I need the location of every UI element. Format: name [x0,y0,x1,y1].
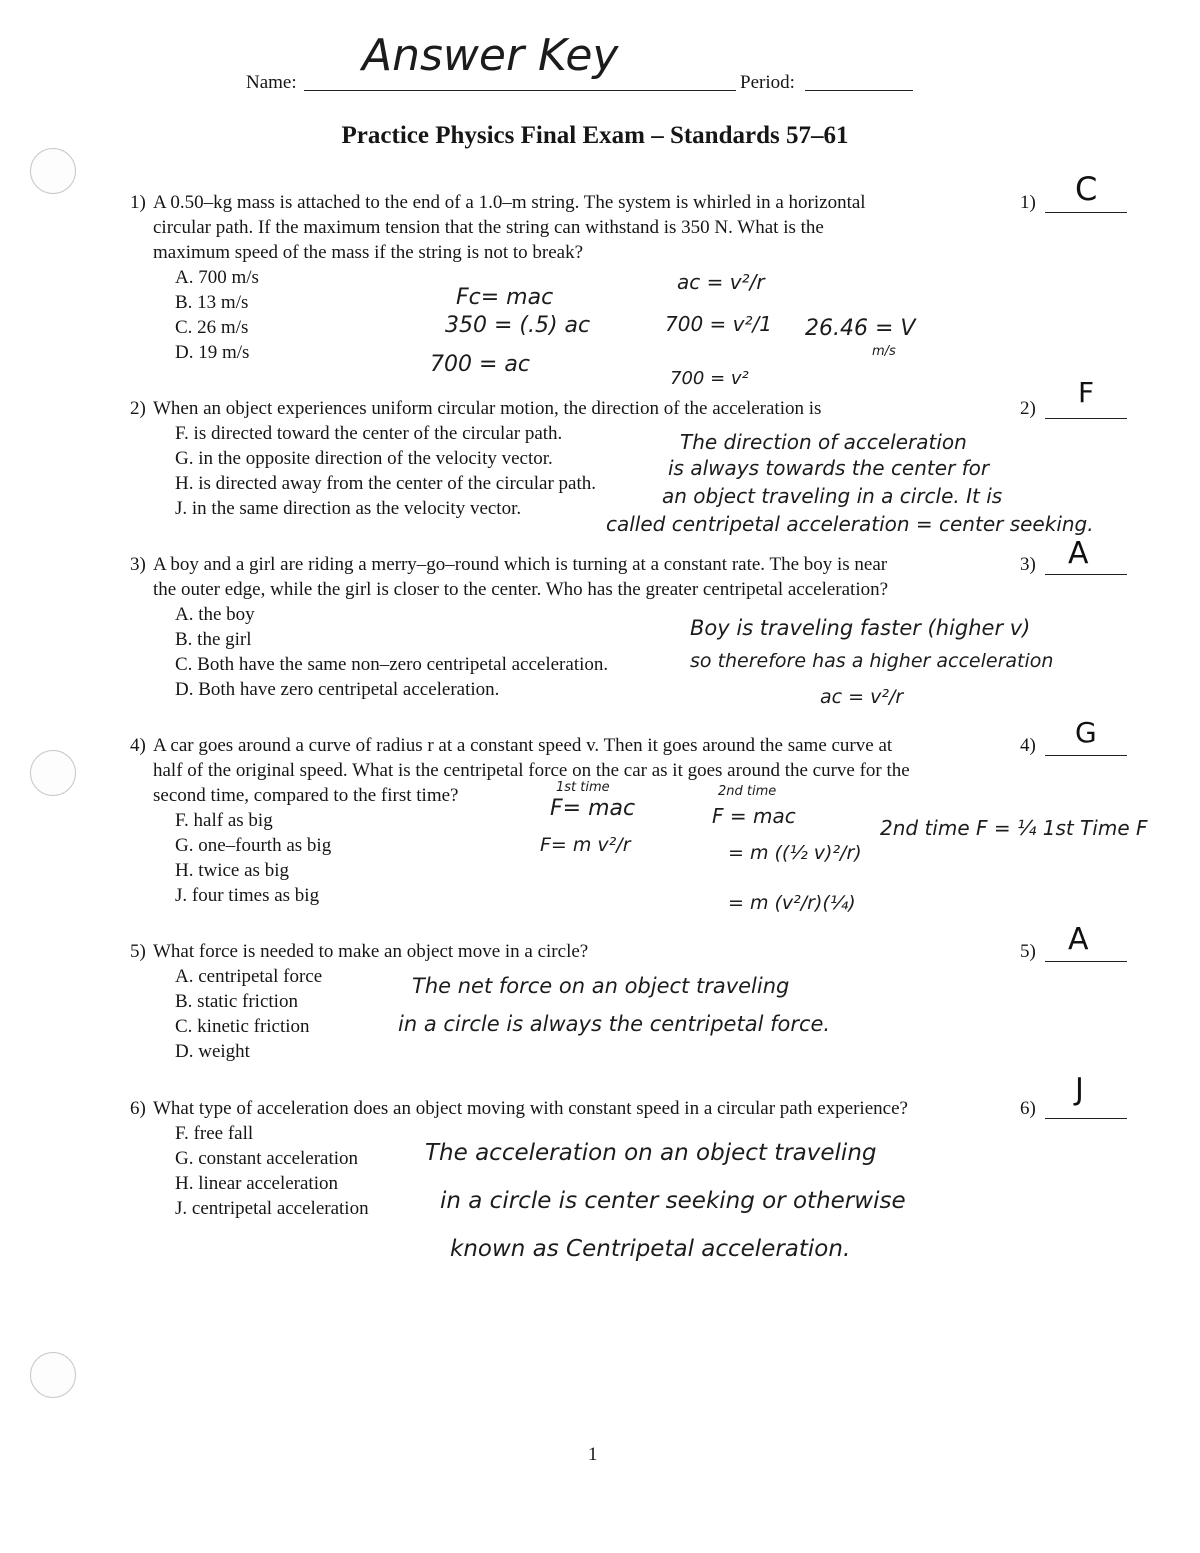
question-number: 4) [130,735,146,756]
name-label: Name: [246,72,297,93]
handwritten-work: 700 = v²/1 [665,312,772,336]
choice-list [175,265,259,365]
choice: A. the boy [175,604,255,625]
choice: C. kinetic friction [175,1016,310,1037]
answer-line [1045,418,1127,419]
question-text: maximum speed of the mass if the string is not to break? [153,242,584,263]
choice: C. Both have the same non–zero centripetal acceleration. [175,654,609,675]
choice: D. weight [175,1041,250,1062]
handwritten-work: is always towards the center for [668,456,990,480]
handwritten-work: ac = v²/r [677,270,765,294]
choice: H. twice as big [175,860,289,881]
handwritten-work: F= m v²/r [540,834,631,856]
answer-number: 1) [1020,192,1036,213]
answer-handwritten: C [1075,170,1098,208]
choice: F. free fall [175,1123,254,1144]
answer-number: 2) [1020,398,1036,419]
answer-handwritten: F [1078,376,1095,409]
choice: A. 700 m/s [175,267,259,288]
answer-line [1045,212,1127,213]
choice: B. 13 m/s [175,292,249,313]
choice: G. constant acceleration [175,1148,359,1169]
handwritten-work: 700 = ac [430,352,530,377]
choice: C. 26 m/s [175,317,249,338]
choice: H. linear acceleration [175,1173,338,1194]
answer-line [1045,1118,1127,1119]
question-text: half of the original speed. What is the centripetal force on the car as it goes around the curve for the [153,760,910,781]
question-text: circular path. If the maximum tension that the string can withstand is 350 N. What is the [153,217,824,238]
punch-hole [30,148,76,194]
handwritten-work: called centripetal acceleration = center seeking. [606,512,1094,536]
handwritten-work: = m (v²/r)(¼) [728,892,856,914]
question-text: What force is needed to make an object move in a circle? [153,941,589,962]
handwritten-work: Fc= mac [456,285,554,310]
handwritten-work: = m ((½ v)²/r) [728,842,862,864]
handwritten-work: in a circle is center seeking or otherwise [440,1188,906,1214]
choice-list [175,1121,369,1221]
choice-list [175,808,331,908]
choice: J. four times as big [175,885,320,906]
question-number: 1) [130,192,146,213]
handwritten-work: The acceleration on an object traveling [425,1140,877,1166]
handwritten-work: in a circle is always the centripetal force. [398,1012,831,1036]
choice: B. static friction [175,991,298,1012]
question-number: 2) [130,398,146,419]
answer-line [1045,961,1127,962]
choice: J. centripetal acceleration [175,1198,369,1219]
answer-number: 4) [1020,735,1036,756]
answer-number: 5) [1020,941,1036,962]
question-text: A car goes around a curve of radius r at a constant speed v. Then it goes around the same curve at [153,735,893,756]
period-label: Period: [740,72,795,93]
choice: D. Both have zero centripetal acceleration. [175,679,500,700]
choice: D. 19 m/s [175,342,250,363]
question-number: 5) [130,941,146,962]
handwritten-work: so therefore has a higher acceleration [690,650,1054,672]
choice: A. centripetal force [175,966,323,987]
page-title: Practice Physics Final Exam – Standards 57–61 [341,122,849,149]
question-text: A boy and a girl are riding a merry–go–round which is turning at a constant rate. The boy is near [153,554,888,575]
question-number: 6) [130,1098,146,1119]
question-text: A 0.50–kg mass is attached to the end of a 1.0–m string. The system is whirled in a horizontal [153,192,866,213]
answer-line [1045,574,1127,575]
answer-handwritten: A [1068,922,1089,957]
punch-hole [30,1352,76,1398]
handwritten-work: 2nd time [718,784,777,799]
choice: F. half as big [175,810,273,831]
handwritten-work: 700 = v² [670,368,749,389]
answer-number: 6) [1020,1098,1036,1119]
choice: G. in the opposite direction of the velocity vector. [175,448,553,469]
choice: H. is directed away from the center of the circular path. [175,473,596,494]
question-text: second time, compared to the first time? [153,785,459,806]
choice: B. the girl [175,629,252,650]
choice: F. is directed toward the center of the circular path. [175,423,563,444]
choice: J. in the same direction as the velocity vector. [175,498,522,519]
question-text: the outer edge, while the girl is closer to the center. Who has the greater centripetal acceleration? [153,579,889,600]
period-line [805,90,913,91]
handwritten-work: 1st time [556,780,610,795]
question-text: When an object experiences uniform circular motion, the direction of the acceleration is [153,398,822,419]
choice-list [175,602,608,702]
handwritten-work: F = mac [712,804,796,828]
question-text: What type of acceleration does an object moving with constant speed in a circular path experience? [153,1098,908,1119]
handwritten-work: Boy is traveling faster (higher v) [690,616,1031,640]
handwritten-work: 26.46 = V [805,316,916,341]
answer-line [1045,755,1127,756]
question-number: 3) [130,554,146,575]
handwritten-work: F= mac [550,796,636,821]
choice: G. one–fourth as big [175,835,332,856]
choice-list [175,964,322,1064]
handwritten-work: The direction of acceleration [680,430,967,454]
handwritten-work: ac = v²/r [820,686,904,708]
handwritten-work: known as Centripetal acceleration. [450,1236,851,1262]
answer-handwritten: G [1075,716,1097,749]
page-number: 1 [588,1444,598,1465]
handwritten-work: 2nd time F = ¼ 1st Time F [880,816,1148,840]
name-line [304,90,736,91]
name-handwritten: Answer Key [362,30,619,81]
handwritten-work: 350 = (.5) ac [445,313,591,338]
handwritten-work: The net force on an object traveling [412,974,790,998]
answer-handwritten: A [1068,536,1089,571]
answer-handwritten: J [1075,1072,1084,1107]
answer-number: 3) [1020,554,1036,575]
handwritten-work: m/s [872,344,896,359]
handwritten-work: an object traveling in a circle. It is [662,484,1003,508]
choice-list [175,421,596,521]
punch-hole [30,750,76,796]
